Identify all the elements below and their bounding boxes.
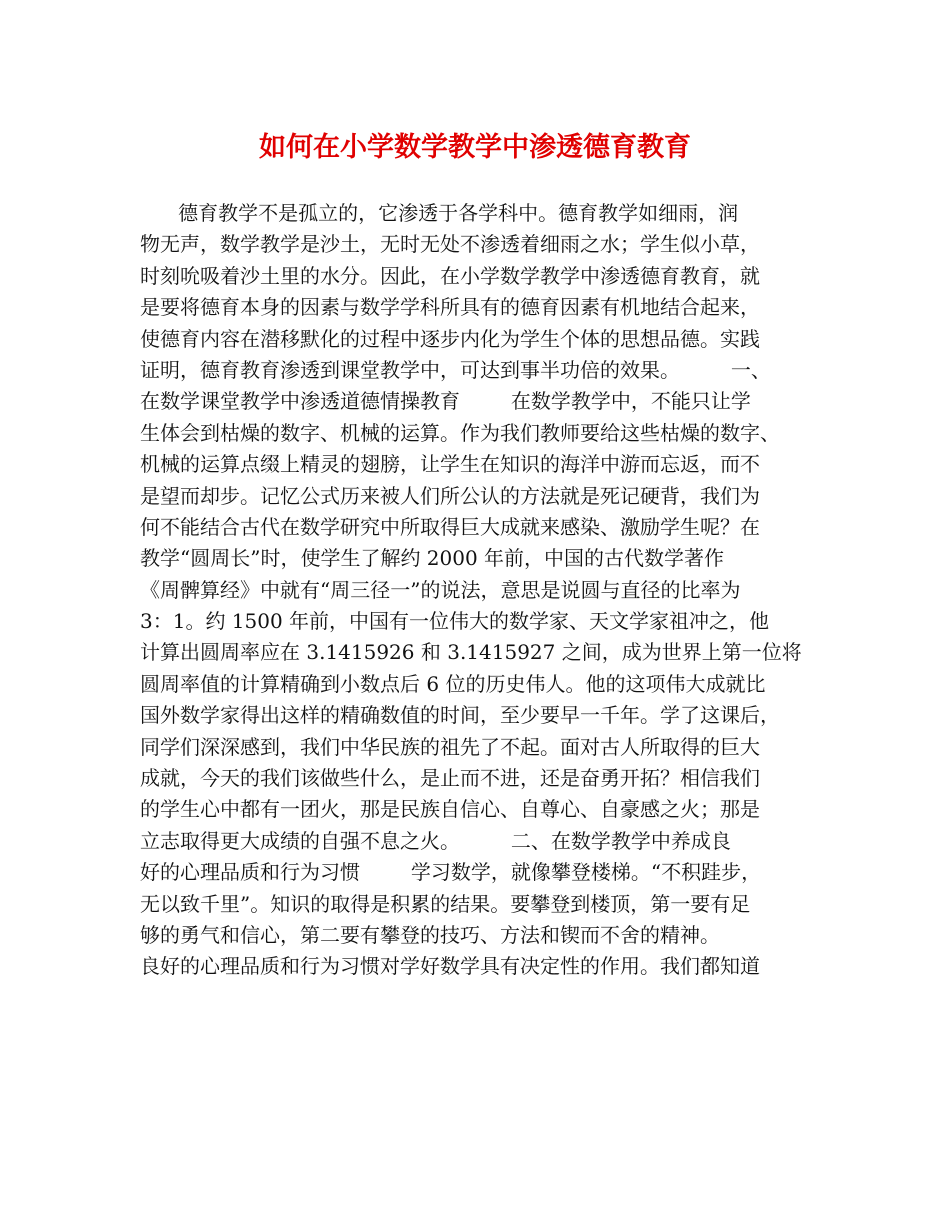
body-line: 的学生心中都有一团火，那是民族自信心、自尊心、自豪感之火；那是 (140, 797, 760, 822)
body-line: 圆周率值的计算精确到小数点后 6 位的历史伟人。他的这项伟大成就比 (140, 671, 766, 696)
body-line: 机械的运算点缀上精灵的翅膀，让学生在知识的海洋中游而忘返，而不 (140, 452, 760, 477)
body-line: 无以致千里”。知识的取得是积累的结果。要攀登到楼顶，第一要有足 (140, 891, 751, 916)
body-line: 在数学课堂教学中渗透道德情操教育 在数学教学中，不能只让学 (140, 389, 751, 414)
body-line: 物无声，数学教学是沙土，无时无处不渗透着细雨之水；学生似小草， (140, 232, 760, 257)
body-line: 成就，今天的我们该做些什么，是止而不进，还是奋勇开拓？相信我们 (140, 766, 760, 791)
body-line: 何不能结合古代在数学研究中所取得巨大成就来感染、激励学生呢？在 (140, 514, 760, 539)
body-line: 生体会到枯燥的数字、机械的运算。作为我们教师要给这些枯燥的数字、 (140, 420, 780, 445)
document-title: 如何在小学数学教学中渗透德育教育 (259, 132, 691, 163)
body-line: 立志取得更大成绩的自强不息之火。 二、在数学教学中养成良 (140, 828, 731, 853)
body-line: 德育教学不是孤立的，它渗透于各学科中。德育教学如细雨，润 (140, 201, 739, 225)
body-line: 时刻吮吸着沙土里的水分。因此，在小学数学教学中渗透德育教育，就 (140, 263, 760, 288)
body-line: 教学“圆周长”时，使学生了解约 2000 年前，中国的古代数学著作 (140, 546, 725, 571)
body-line: 证明，德育教育渗透到课堂教学中，可达到事半功倍的效果。 一、 (140, 357, 771, 382)
body-line: 够的勇气和信心，第二要有攀登的技巧、方法和锲而不舍的精神。 (140, 922, 720, 947)
body-line: 3：1。约 1500 年前，中国有一位伟大的数学家、天文学家祖冲之，他 (140, 609, 770, 634)
body-line: 是望而却步。记忆公式历来被人们所公认的方法就是死记硬背，我们为 (140, 483, 760, 508)
body-line: 同学们深深感到，我们中华民族的祖先了不起。面对古人所取得的巨大 (140, 734, 760, 759)
body-line: 好的心理品质和行为习惯 学习数学，就像攀登楼梯。“不积跬步， (140, 860, 762, 885)
document-body (140, 198, 830, 983)
body-line: 国外数学家得出这样的精确数值的时间，至少要早一千年。学了这课后， (140, 703, 780, 728)
body-line: 《周髀算经》中就有“周三径一”的说法，意思是说圆与直径的比率为 (140, 577, 741, 602)
body-line: 使德育内容在潜移默化的过程中逐步内化为学生个体的思想品德。实践 (140, 326, 760, 351)
body-line: 良好的心理品质和行为习惯对学好数学具有决定性的作用。我们都知道 (140, 954, 760, 979)
body-line: 是要将德育本身的因素与数学学科所具有的德育因素有机地结合起来， (140, 295, 760, 320)
body-line: 计算出圆周率应在 3.1415926 和 3.1415927 之间，成为世界上第一位将 (140, 640, 802, 665)
